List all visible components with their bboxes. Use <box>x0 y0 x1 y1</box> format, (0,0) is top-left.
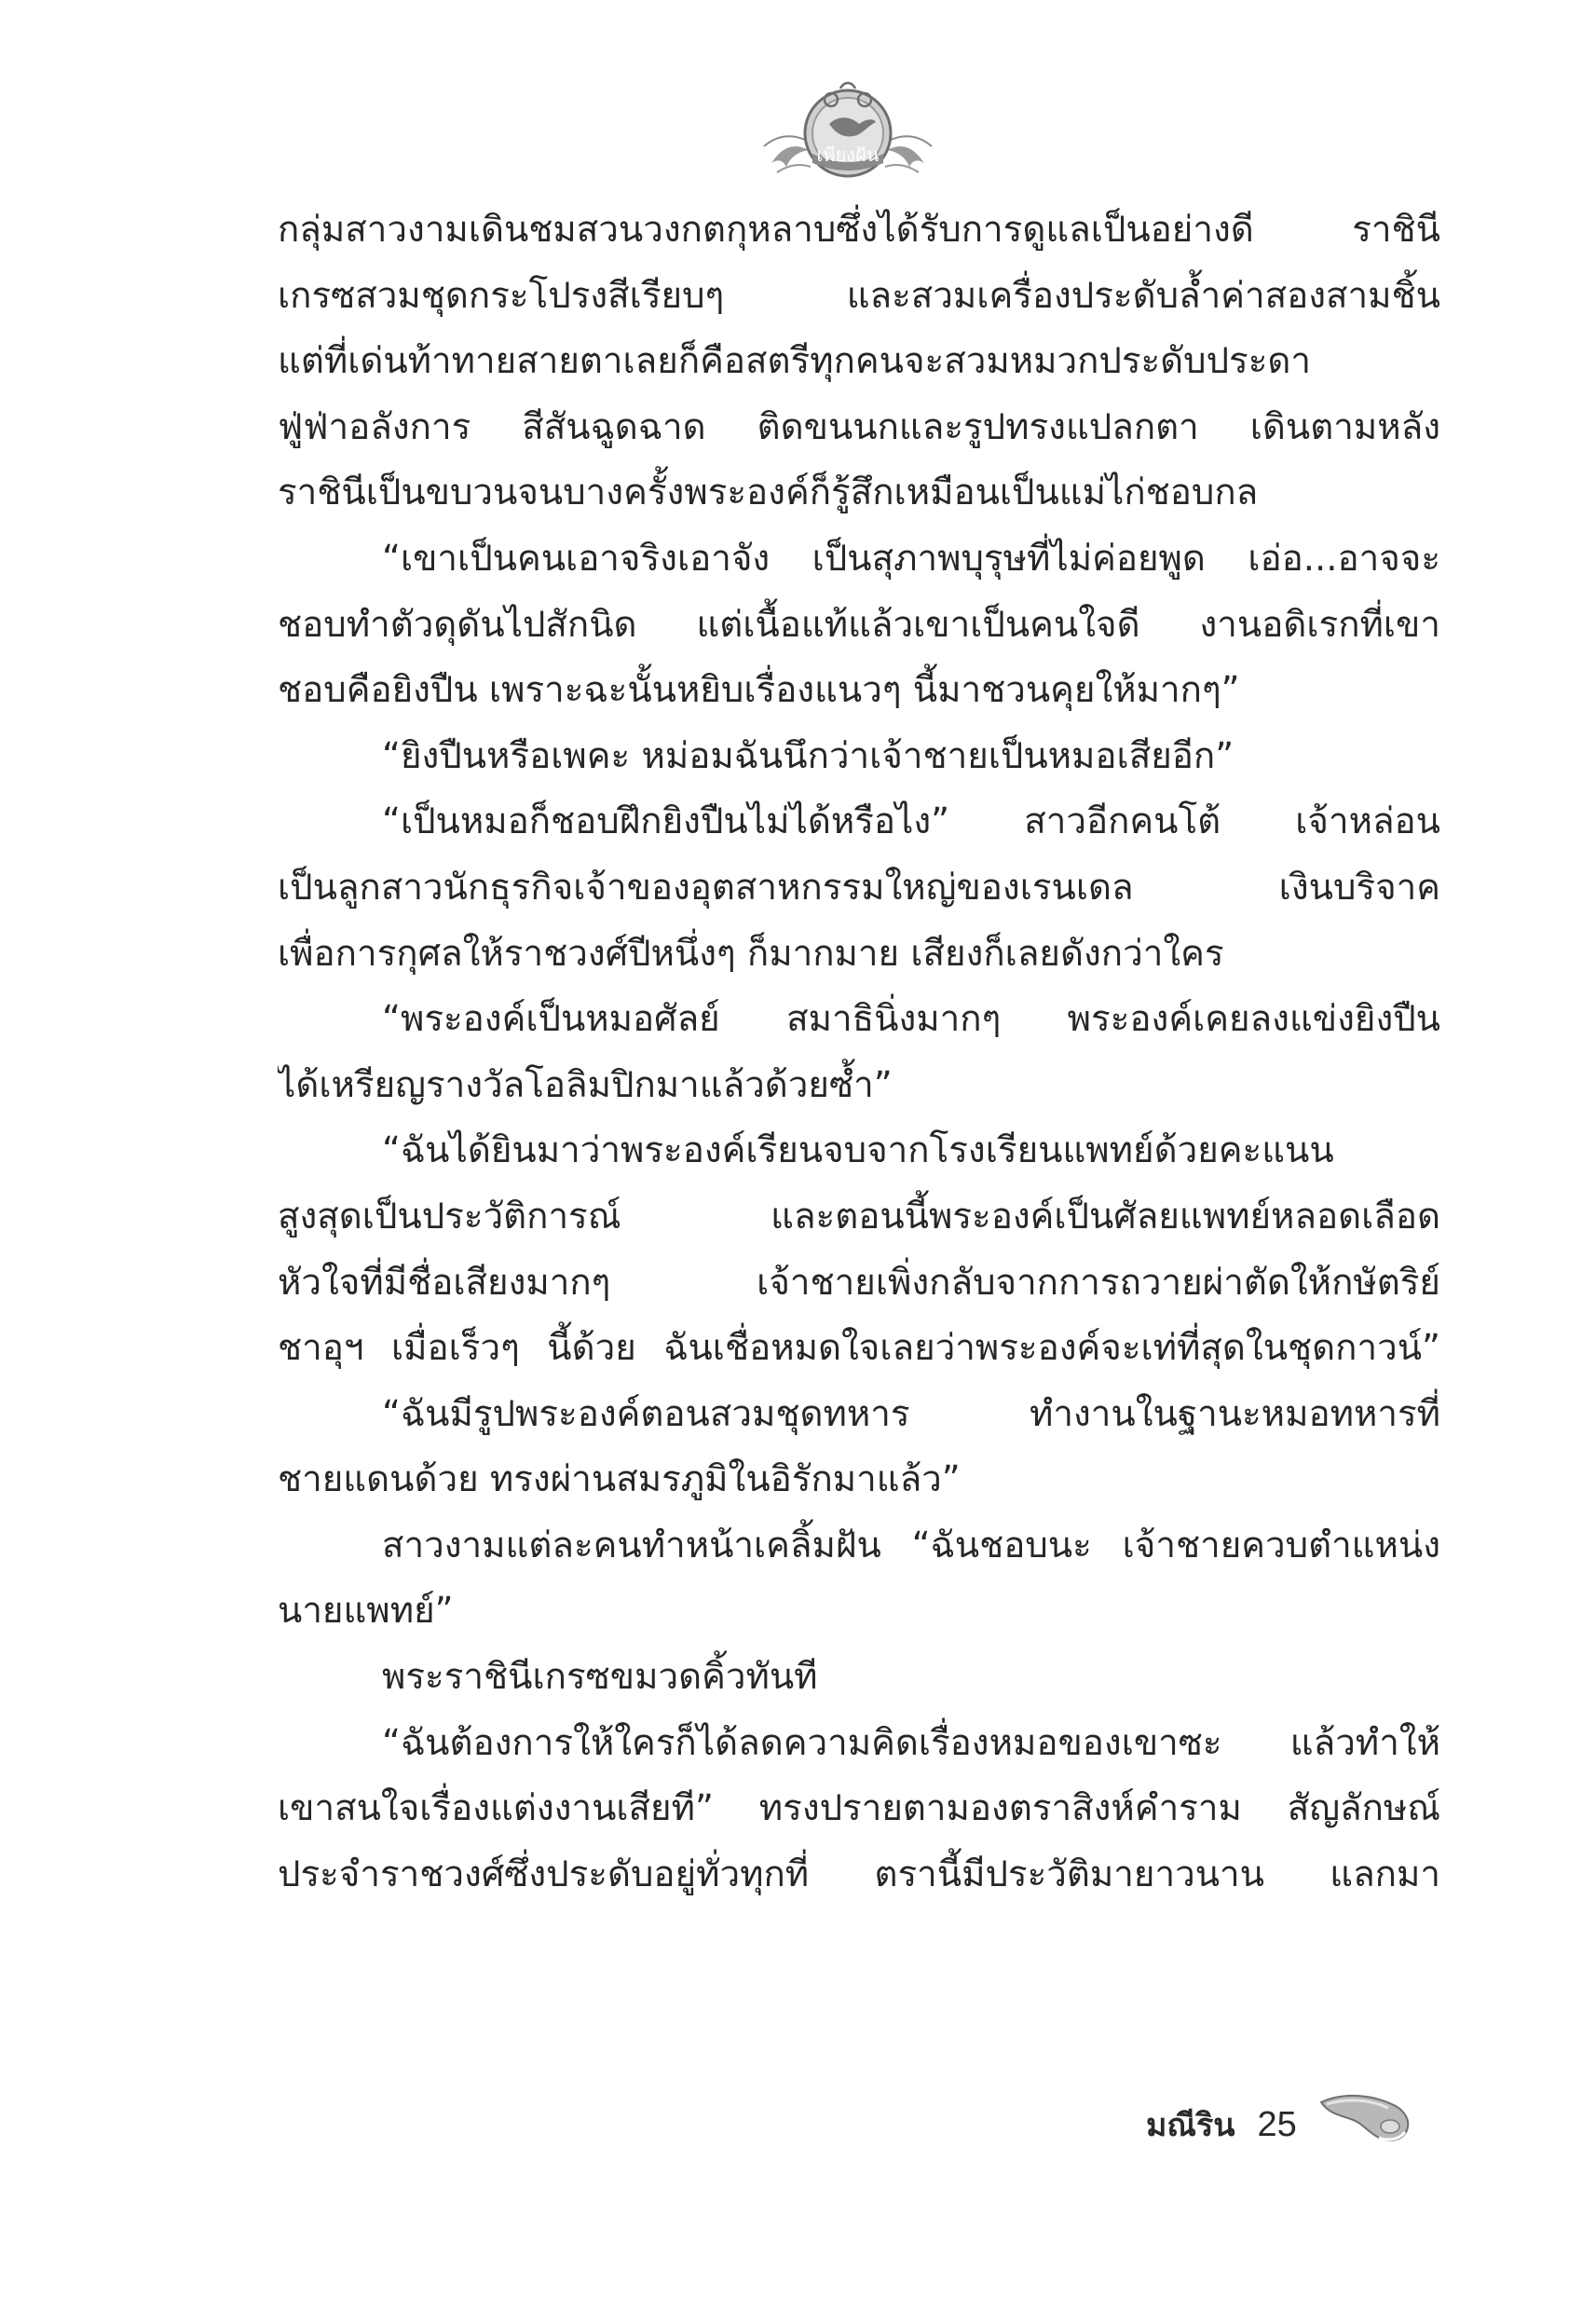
text-line: สูงสุดเป็นประวัติการณ์ และตอนนี้พระองค์เป็นศัลยแพทย์หลอดเลือด <box>278 1195 1440 1238</box>
text-line: เพื่อการกุศลให้ราชวงศ์ปีหนึ่งๆ ก็มากมาย เสียงก็เลยดังกว่าใคร <box>278 932 1224 975</box>
page-footer <box>1146 2087 1416 2162</box>
text-line: ชาอุฯ เมื่อเร็วๆ นี้ด้วย ฉันเชื่อหมดใจเลยว่าพระองค์จะเท่ที่สุดในชุดกาวน์” <box>278 1327 1440 1370</box>
text-line: พระราชินีเกรซขมวดคิ้วทันที <box>382 1656 818 1699</box>
emblem-text: เพียงฝัน <box>816 144 880 166</box>
text-line: เกรซสวมชุดกระโปรงสีเรียบๆ และสวมเครื่องประดับล้ำค่าสองสามชิ้น <box>278 274 1440 317</box>
text-line: ได้เหรียญรางวัลโอลิมปิกมาแล้วด้วยซ้ำ” <box>278 1063 893 1106</box>
text-line: “ยิงปืนหรือเพคะ หม่อมฉันนึกว่าเจ้าชายเป็นหมอเสียอีก” <box>382 734 1235 777</box>
text-line: “เขาเป็นคนเอาจริงเอาจัง เป็นสุภาพบุรุษที่ไม่ค่อยพูด เอ่อ...อาจจะ <box>382 537 1440 580</box>
text-line: สาวงามแต่ละคนทำหน้าเคลิ้มฝัน “ฉันชอบนะ เจ้าชายควบตำแหน่ง <box>382 1524 1440 1566</box>
text-line: ประจำราชวงศ์ซึ่งประดับอยู่ทั่วทุกที่ ตรานี้มีประวัติมายาวนาน แลกมา <box>278 1853 1440 1895</box>
text-line: “เป็นหมอก็ชอบฝึกยิงปืนไม่ได้หรือไง” สาวอีกคนโต้ เจ้าหล่อน <box>382 800 1440 843</box>
page-number: 25 <box>1257 2104 1297 2144</box>
page-curl-icon <box>1314 2085 1416 2164</box>
text-line: “ฉันมีรูปพระองค์ตอนสวมชุดทหาร ทำงานในฐานะหมอทหารที่ <box>382 1392 1440 1435</box>
text-line: ฟู่ฟ่าอลังการ สีสันฉูดฉาด ติดขนนกและรูปทรงแปลกตา เดินตามหลัง <box>278 405 1440 448</box>
text-line: “ฉันต้องการให้ใครก็ได้ลดความคิดเรื่องหมอของเขาซะ แล้วทำให้ <box>382 1721 1440 1764</box>
text-line: เขาสนใจเรื่องแต่งงานเสียที” ทรงปรายตามองตราสิงห์คำราม สัญลักษณ์ <box>278 1787 1440 1830</box>
text-line: “พระองค์เป็นหมอศัลย์ สมาธินิ่งมากๆ พระองค์เคยลงแข่งยิงปืน <box>382 998 1440 1041</box>
text-line: หัวใจที่มีชื่อเสียงมากๆ เจ้าชายเพิ่งกลับจากการถวายผ่าตัดให้กษัตริย์ <box>278 1261 1440 1304</box>
text-line: ชอบทำตัวดุดันไปสักนิด แต่เนื้อแท้แล้วเขาเป็นคนใจดี งานอดิเรกที่เขา <box>278 603 1440 646</box>
text-line: ชายแดนด้วย ทรงผ่านสมรภูมิในอิรักมาแล้ว” <box>278 1458 961 1501</box>
book-title: มณีริน <box>1146 2107 1235 2144</box>
text-line: ราชินีเป็นขบวนจนบางครั้งพระองค์ก็รู้สึกเหมือนเป็นแม่ไก่ชอบกล <box>278 472 1259 514</box>
body-text <box>278 198 1440 1908</box>
text-line: แต่ที่เด่นท้าทายสายตาเลยก็คือสตรีทุกคนจะสวมหมวกประดับประดา <box>278 340 1312 383</box>
text-line: เป็นลูกสาวนักธุรกิจเจ้าของอุตสาหกรรมใหญ่ของเรนเดล เงินบริจาค <box>278 866 1440 909</box>
text-line: ชอบคือยิงปืน เพราะฉะนั้นหยิบเรื่องแนวๆ นี้มาชวนคุยให้มากๆ” <box>278 669 1240 712</box>
text-line: “ฉันได้ยินมาว่าพระองค์เรียนจบจากโรงเรียนแพทย์ด้วยคะแนน <box>382 1129 1334 1172</box>
text-line: นายแพทย์” <box>278 1590 454 1633</box>
text-line: กลุ่มสาวงามเดินชมสวนวงกตกุหลาบซึ่งได้รับการดูแลเป็นอย่างดี ราชินี <box>278 209 1440 251</box>
